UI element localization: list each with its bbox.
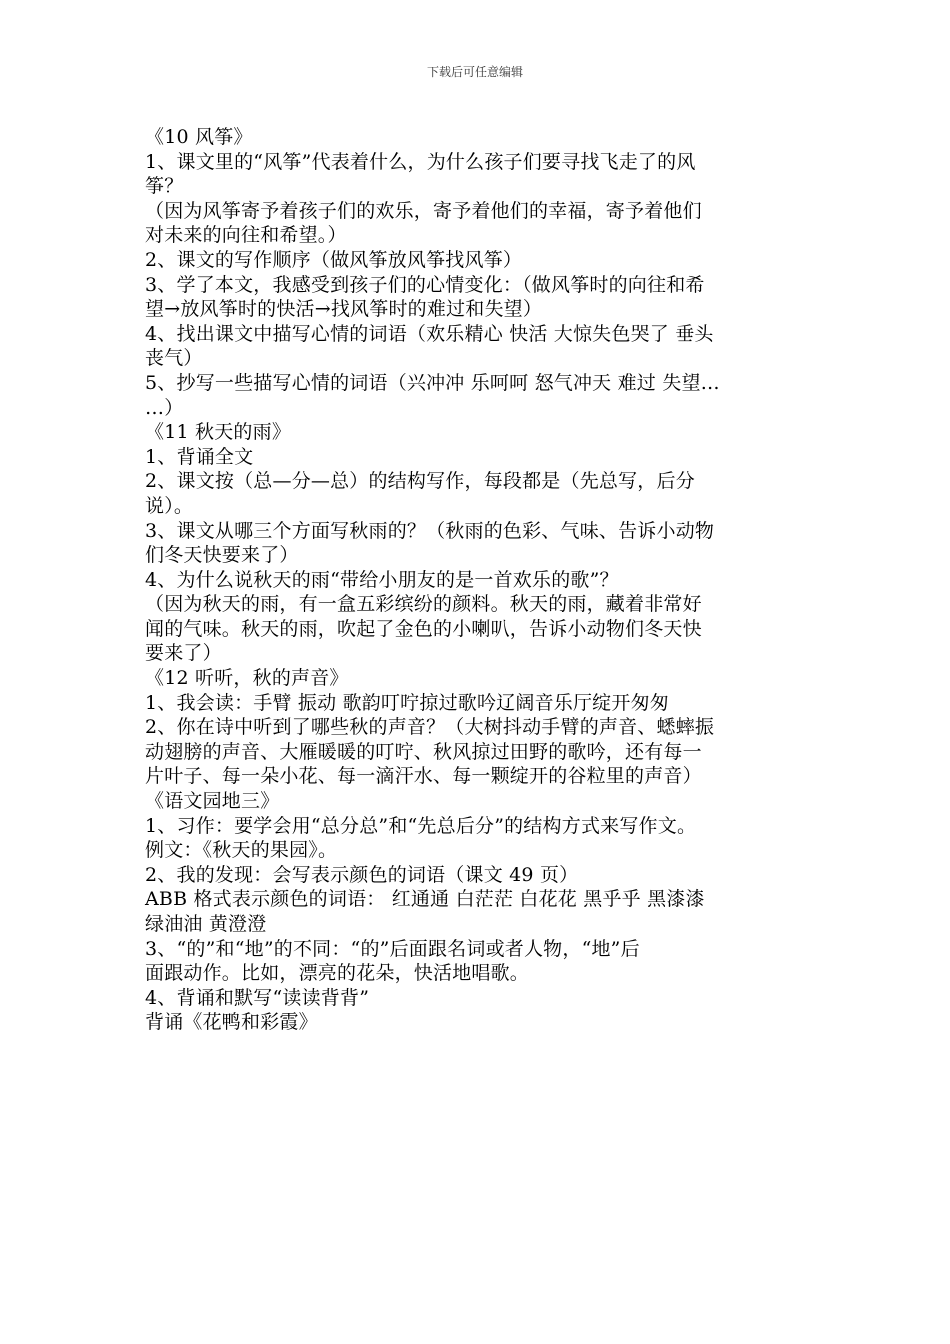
text-line: 1、背诵全文	[145, 445, 254, 468]
text-line: …）	[145, 396, 184, 419]
text-line: （因为秋天的雨，有一盒五彩缤纷的颜料。秋天的雨，藏着非常好	[145, 593, 702, 616]
text-line: 4、找出课文中描写心情的词语（欢乐精心 快活 大惊失色哭了 垂头	[145, 322, 714, 345]
text-line: 动翅膀的声音、大雁暖暖的叮咛、秋风掠过田野的歌吟，还有每一	[145, 740, 702, 763]
text-line: （因为风筝寄予着孩子们的欢乐，寄予着他们的幸福，寄予着他们	[145, 199, 702, 222]
text-line: 们冬天快要来了）	[145, 544, 299, 567]
text-line: 说）。	[145, 494, 194, 517]
document-body	[145, 125, 815, 1035]
section-title-autumn-sound: 《12 听听，秋的声音》	[145, 667, 349, 690]
text-line: 背诵《花鸭和彩霞》	[145, 1011, 318, 1034]
text-line: 对未来的向往和希望。）	[145, 224, 347, 247]
text-line: 2、课文按（总—分—总）的结构写作，每段都是（先总写，后分	[145, 470, 695, 493]
text-line: 4、背诵和默写“读读背背”	[145, 986, 370, 1009]
text-line: 面跟动作。比如，漂亮的花朵，快活地唱歌。	[145, 962, 530, 985]
text-line: 1、习作：要学会用“总分总”和“先总后分”的结构方式来写作文。	[145, 814, 697, 837]
text-line: 2、你在诗中听到了哪些秋的声音？（大树抖动手臂的声音、蟋蟀振	[145, 716, 715, 739]
section-title-language-garden: 《语文园地三》	[145, 790, 280, 813]
text-line: 5、抄写一些描写心情的词语（兴冲冲 乐呵呵 怒气冲天 难过 失望…	[145, 371, 720, 394]
text-line: 1、我会读：手臂 振动 歌韵叮咛掠过歌吟辽阔音乐厅绽开匆匆	[145, 691, 669, 714]
page-header: 下载后可任意编辑	[426, 65, 523, 79]
text-line: 闻的气味。秋天的雨，吹起了金色的小喇叭，告诉小动物们冬天快	[145, 617, 702, 640]
text-line: 例文：《秋天的果园》。	[145, 839, 338, 862]
text-line: 要来了）	[145, 642, 222, 665]
text-line: 3、学了本文，我感受到孩子们的心情变化：（做风筝时的向往和希	[145, 273, 705, 296]
text-line: 筝？	[145, 175, 184, 198]
text-line: 2、我的发现：会写表示颜色的词语（课文 49 页）	[145, 863, 579, 886]
text-line: ABB 格式表示颜色的词语： 红通通 白茫茫 白花花 黑乎乎 黑漆漆	[145, 888, 705, 911]
section-title-autumn-rain: 《11 秋天的雨》	[145, 421, 292, 444]
text-line: 丧气）	[145, 347, 203, 370]
text-line: 4、为什么说秋天的雨“带给小朋友的是一首欢乐的歌”？	[145, 568, 619, 591]
section-title-kite: 《10 风筝》	[145, 126, 253, 148]
text-line: 绿油油 黄澄澄	[145, 913, 267, 935]
text-line: 2、课文的写作顺序（做风筝放风筝找风筝）	[145, 248, 523, 271]
text-line: 1、课文里的“风筝”代表着什么，为什么孩子们要寻找飞走了的风	[145, 150, 696, 173]
text-line: 3、课文从哪三个方面写秋雨的？（秋雨的色彩、气味、告诉小动物	[145, 519, 715, 542]
text-line: 望→放风筝时的快活→找风筝时的难过和失望）	[145, 298, 543, 321]
text-line: 片叶子、每一朵小花、每一滴汗水、每一颗绽开的谷粒里的声音）	[145, 765, 702, 788]
text-line: 3、“的”和“地”的不同：“的”后面跟名词或者人物，“地”后	[145, 937, 640, 960]
